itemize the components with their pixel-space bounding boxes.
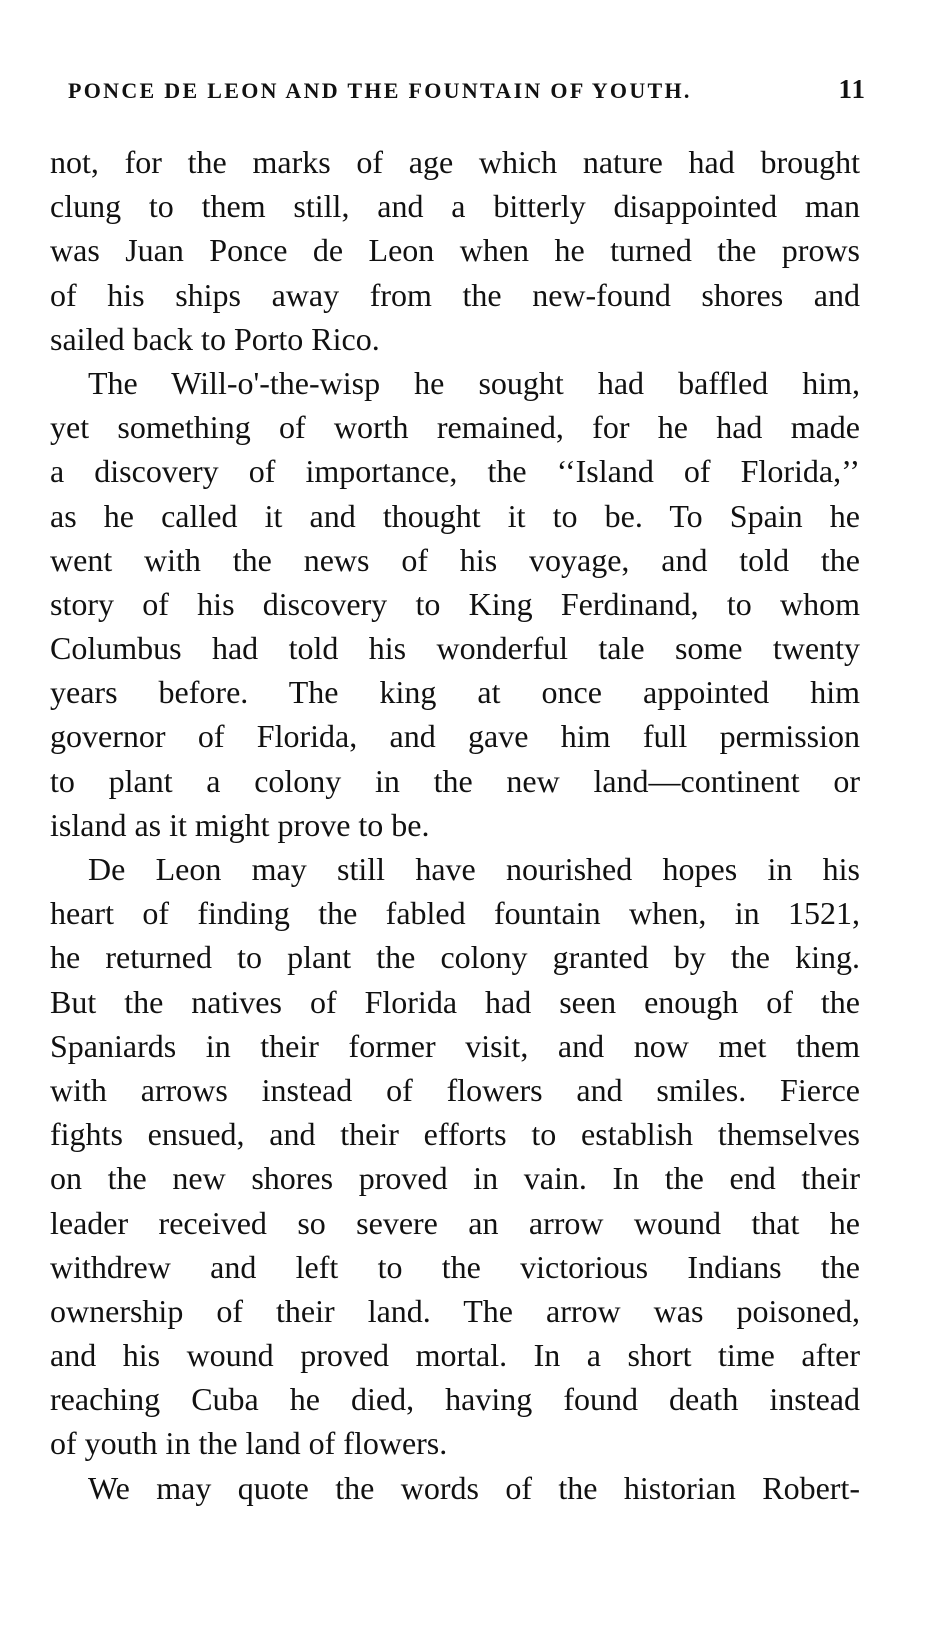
text-line: Spaniards in their former visit, and now met them	[50, 1027, 860, 1064]
text-line: reaching Cuba he died, having found death instead	[50, 1381, 860, 1418]
text-line: of his ships away from the new-found shores and	[50, 276, 860, 313]
page-number: 11	[838, 74, 866, 104]
text-line: sailed back to Porto Rico.	[50, 320, 380, 357]
text-line: to plant a colony in the new land—continent or	[50, 762, 860, 799]
text-line: ownership of their land. The arrow was poisoned,	[50, 1292, 860, 1329]
text-line: The Will-o'-the-wisp he sought had baffled him,	[88, 364, 860, 401]
text-line: clung to them still, and a bitterly disappointed man	[50, 188, 860, 225]
text-line: governor of Florida, and gave him full permission	[50, 718, 860, 755]
text-line: leader received so severe an arrow wound that he	[50, 1204, 860, 1241]
text-line: with arrows instead of flowers and smiles. Fierce	[50, 1071, 860, 1108]
text-line: of youth in the land of flowers.	[50, 1425, 448, 1462]
text-line: as he called it and thought it to be. To Spain he	[50, 497, 860, 534]
body-text	[50, 140, 860, 1510]
running-head-title: PONCE DE LEON AND THE FOUNTAIN OF YOUTH.	[68, 78, 692, 103]
text-line: years before. The king at once appointed him	[50, 674, 860, 711]
text-line: he returned to plant the colony granted by the king.	[50, 939, 860, 976]
text-line: Columbus had told his wonderful tale some twenty	[50, 630, 860, 667]
text-line: fights ensued, and their efforts to establish themselves	[50, 1116, 860, 1153]
text-line: But the natives of Florida had seen enough of the	[50, 983, 860, 1020]
text-line: heart of finding the fabled fountain when, in 1521,	[50, 895, 860, 932]
text-line: We may quote the words of the historian Robert-	[88, 1469, 860, 1506]
text-line: a discovery of importance, the ‘‘Island of Florida,’’	[50, 453, 860, 490]
text-line: was Juan Ponce de Leon when he turned the prows	[50, 232, 860, 269]
text-line: De Leon may still have nourished hopes in his	[88, 851, 860, 887]
text-line: yet something of worth remained, for he had made	[50, 409, 860, 446]
text-line: withdrew and left to the victorious Indians the	[50, 1248, 860, 1285]
text-line: island as it might prove to be.	[50, 806, 430, 843]
running-head	[68, 74, 866, 114]
text-line: on the new shores proved in vain. In the end their	[50, 1160, 860, 1197]
text-line: story of his discovery to King Ferdinand, to whom	[50, 585, 860, 622]
text-line: not, for the marks of age which nature had brought	[50, 144, 860, 180]
text-line: and his wound proved mortal. In a short time after	[50, 1337, 860, 1374]
text-line: went with the news of his voyage, and told the	[50, 541, 860, 578]
